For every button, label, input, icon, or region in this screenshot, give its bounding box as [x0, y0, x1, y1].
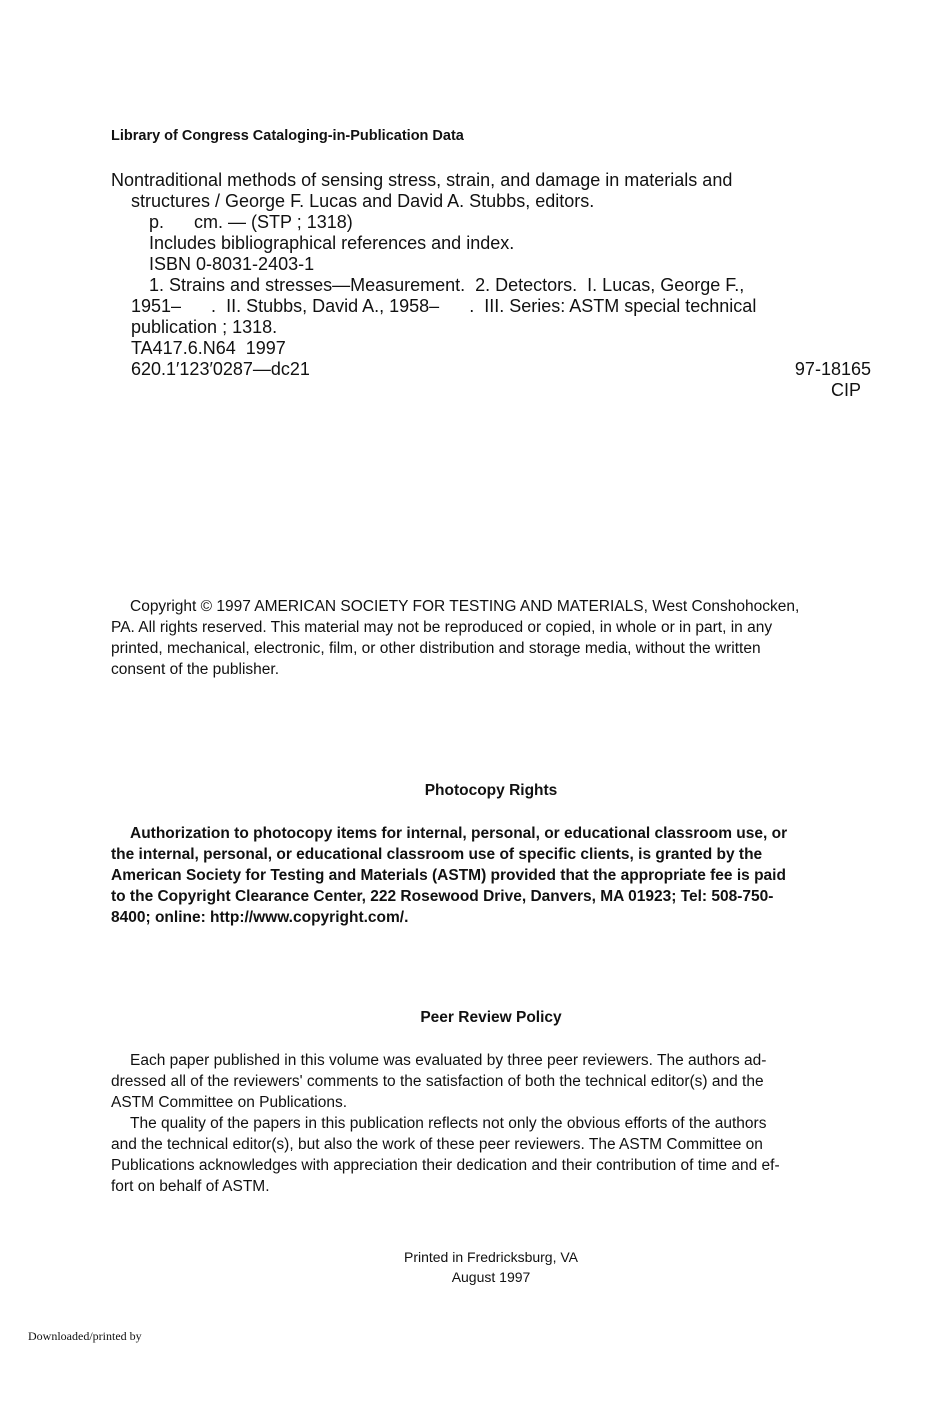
printed-place: Printed in Fredricksburg, VA [403, 1249, 579, 1265]
cip-subjects-line-1: 1. Strains and stresses—Measurement. 2. Detectors. I. Lucas, George F., [149, 275, 745, 295]
photocopy-rights-title: Photocopy Rights [424, 782, 558, 799]
copyright-line: Copyright © 1997 AMERICAN SOCIETY FOR TESTING AND MATERIALS, West Conshohocken, [130, 598, 800, 615]
copyright-line: PA. All rights reserved. This material may not be reproduced or copied, in whole or in part, in any [111, 619, 773, 636]
peer-review-line: The quality of the papers in this publication reflects not only the obvious efforts of the authors [130, 1115, 767, 1132]
cip-label: CIP [830, 380, 861, 400]
photocopy-line: to the Copyright Clearance Center, 222 Rosewood Drive, Danvers, MA 01923; Tel: 508-750- [111, 888, 774, 905]
peer-review-line: dressed all of the reviewers' comments to the satisfaction of both the technical editor(s) and the [111, 1073, 764, 1090]
photocopy-line: Authorization to photocopy items for internal, personal, or educational classroom use, or [130, 825, 788, 842]
photocopy-line: 8400; online: http://www.copyright.com/. [111, 909, 409, 926]
cip-dewey-class: 620.1′123′0287—dc21 [131, 359, 310, 379]
cip-subjects-line-3: publication ; 1318. [131, 317, 278, 337]
peer-review-title: Peer Review Policy [420, 1009, 562, 1026]
printed-date: August 1997 [451, 1269, 531, 1285]
cip-subjects-line-2: 1951– . II. Stubbs, David A., 1958– . III. Series: ASTM special technical [131, 296, 757, 316]
photocopy-rights-paragraph [111, 823, 856, 928]
copyright-line: printed, mechanical, electronic, film, or other distribution and storage media, without the written [111, 640, 761, 657]
peer-review-line: Publications acknowledges with appreciation their dedication and their contribution of time and ef- [111, 1157, 780, 1174]
photocopy-line: American Society for Testing and Materials (ASTM) provided that the appropriate fee is paid [111, 867, 786, 884]
peer-review-paragraph [111, 1050, 856, 1197]
download-footer: Downloaded/printed by [28, 1329, 142, 1343]
cip-title-line-1: Nontraditional methods of sensing stress, strain, and damage in materials and [111, 170, 733, 190]
cip-collation: p. cm. — (STP ; 1318) [149, 212, 353, 232]
photocopy-line: the internal, personal, or educational classroom use of specific clients, is granted by the [111, 846, 763, 863]
peer-review-line: and the technical editor(s), but also the work of these peer reviewers. The ASTM Committee on [111, 1136, 763, 1153]
cip-isbn: ISBN 0-8031-2403-1 [149, 254, 315, 274]
peer-review-line: fort on behalf of ASTM. [111, 1178, 270, 1195]
peer-review-line: Each paper published in this volume was evaluated by three peer reviewers. The authors ad- [130, 1052, 767, 1069]
peer-review-line: ASTM Committee on Publications. [111, 1094, 348, 1111]
cip-title-line-2: structures / George F. Lucas and David A. Stubbs, editors. [131, 191, 595, 211]
copyright-line: consent of the publisher. [111, 661, 280, 678]
cip-lc-class: TA417.6.N64 1997 [131, 338, 286, 358]
copyright-paragraph [111, 596, 856, 680]
cip-heading: Library of Congress Cataloging-in-Publication Data [111, 128, 464, 144]
cip-note: Includes bibliographical references and index. [149, 233, 515, 253]
cip-lccn: 97-18165 [794, 359, 871, 379]
